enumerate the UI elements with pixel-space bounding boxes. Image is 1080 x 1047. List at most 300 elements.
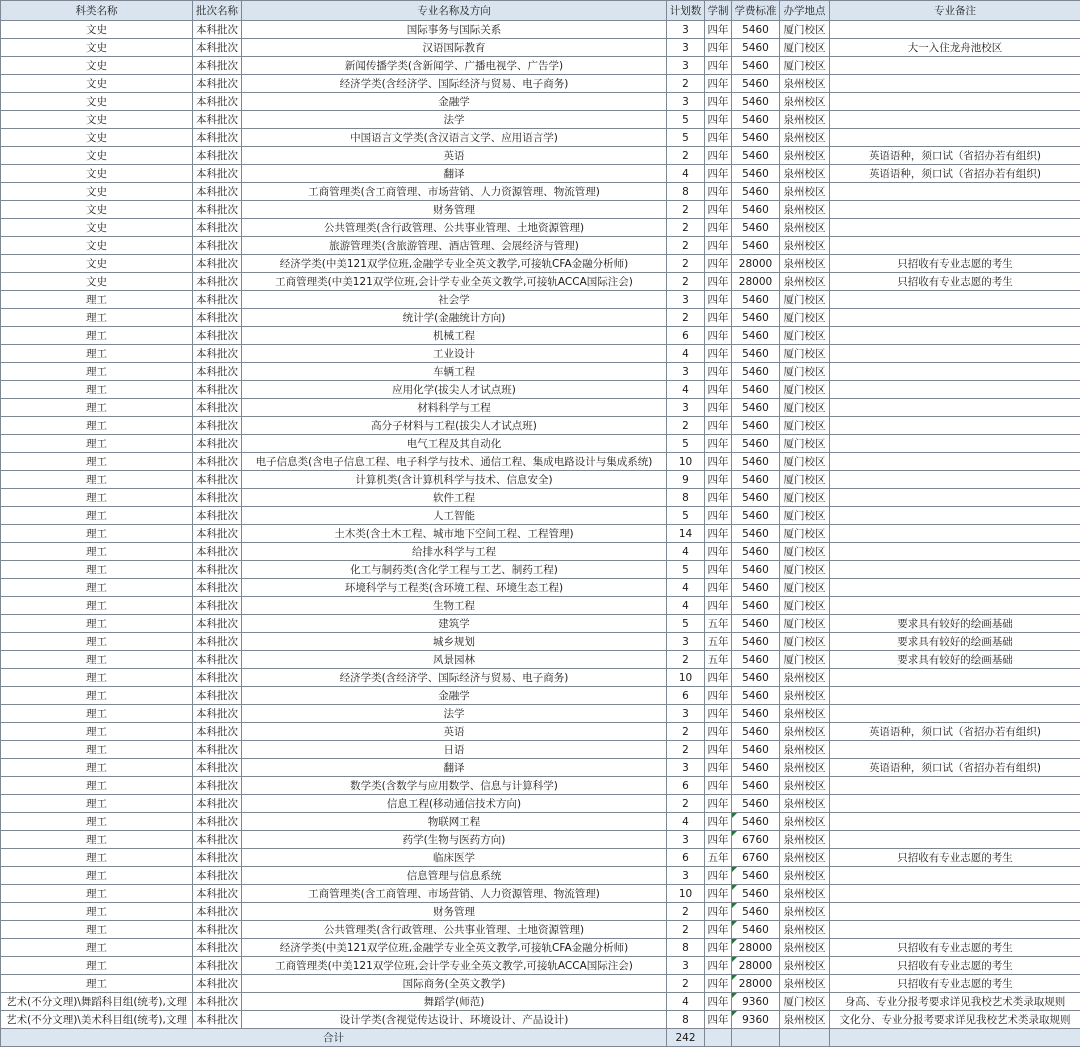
category-cell[interactable]: 理工 (1, 957, 193, 975)
batch-cell[interactable]: 本科批次 (193, 579, 242, 597)
category-cell[interactable]: 理工 (1, 597, 193, 615)
category-cell[interactable]: 理工 (1, 579, 193, 597)
major-cell[interactable]: 给排水科学与工程 (242, 543, 667, 561)
duration-cell[interactable]: 四年 (705, 453, 732, 471)
major-cell[interactable]: 金融学 (242, 687, 667, 705)
plan-count-cell[interactable]: 2 (667, 795, 705, 813)
duration-cell[interactable]: 四年 (705, 273, 732, 291)
category-cell[interactable]: 文史 (1, 39, 193, 57)
duration-cell[interactable]: 四年 (705, 723, 732, 741)
plan-count-cell[interactable]: 8 (667, 183, 705, 201)
plan-count-cell[interactable]: 5 (667, 615, 705, 633)
remarks-cell[interactable] (830, 507, 1080, 525)
campus-cell[interactable]: 泉州校区 (780, 165, 830, 183)
tuition-cell[interactable]: 5460 (732, 615, 780, 633)
category-cell[interactable]: 文史 (1, 273, 193, 291)
batch-cell[interactable]: 本科批次 (193, 381, 242, 399)
tuition-cell[interactable]: 5460 (732, 75, 780, 93)
duration-cell[interactable]: 四年 (705, 993, 732, 1011)
major-cell[interactable]: 工商管理类(含工商管理、市场营销、人力资源管理、物流管理) (242, 885, 667, 903)
category-cell[interactable]: 文史 (1, 183, 193, 201)
major-cell[interactable]: 翻译 (242, 759, 667, 777)
remarks-cell[interactable] (830, 309, 1080, 327)
tuition-cell[interactable]: 9360 (732, 1011, 780, 1029)
duration-cell[interactable]: 四年 (705, 57, 732, 75)
duration-cell[interactable]: 四年 (705, 939, 732, 957)
duration-cell[interactable]: 四年 (705, 201, 732, 219)
campus-cell[interactable]: 厦门校区 (780, 345, 830, 363)
remarks-cell[interactable]: 只招收有专业志愿的考生 (830, 273, 1080, 291)
remarks-cell[interactable] (830, 867, 1080, 885)
plan-count-cell[interactable]: 3 (667, 957, 705, 975)
plan-count-cell[interactable]: 2 (667, 237, 705, 255)
campus-cell[interactable]: 泉州校区 (780, 273, 830, 291)
campus-cell[interactable]: 厦门校区 (780, 309, 830, 327)
plan-count-cell[interactable]: 4 (667, 381, 705, 399)
batch-cell[interactable]: 本科批次 (193, 993, 242, 1011)
tuition-cell[interactable]: 5460 (732, 93, 780, 111)
batch-cell[interactable]: 本科批次 (193, 759, 242, 777)
tuition-cell[interactable]: 28000 (732, 975, 780, 993)
campus-cell[interactable]: 泉州校区 (780, 687, 830, 705)
plan-count-cell[interactable]: 3 (667, 57, 705, 75)
campus-cell[interactable]: 厦门校区 (780, 39, 830, 57)
duration-cell[interactable]: 四年 (705, 831, 732, 849)
tuition-cell[interactable]: 5460 (732, 669, 780, 687)
duration-cell[interactable]: 四年 (705, 147, 732, 165)
category-cell[interactable]: 文史 (1, 93, 193, 111)
plan-count-cell[interactable]: 9 (667, 471, 705, 489)
category-cell[interactable]: 理工 (1, 525, 193, 543)
duration-cell[interactable]: 四年 (705, 291, 732, 309)
duration-cell[interactable]: 四年 (705, 435, 732, 453)
duration-cell[interactable]: 四年 (705, 111, 732, 129)
tuition-cell[interactable]: 5460 (732, 147, 780, 165)
tuition-cell[interactable]: 5460 (732, 579, 780, 597)
plan-count-cell[interactable]: 10 (667, 885, 705, 903)
tuition-cell[interactable]: 5460 (732, 507, 780, 525)
campus-cell[interactable]: 泉州校区 (780, 93, 830, 111)
remarks-cell[interactable] (830, 21, 1080, 39)
category-cell[interactable]: 理工 (1, 849, 193, 867)
category-cell[interactable]: 理工 (1, 831, 193, 849)
tuition-cell[interactable]: 28000 (732, 957, 780, 975)
tuition-cell[interactable]: 5460 (732, 237, 780, 255)
remarks-cell[interactable]: 要求具有较好的绘画基础 (830, 633, 1080, 651)
batch-cell[interactable]: 本科批次 (193, 417, 242, 435)
tuition-cell[interactable]: 5460 (732, 165, 780, 183)
duration-cell[interactable]: 四年 (705, 93, 732, 111)
major-cell[interactable]: 人工智能 (242, 507, 667, 525)
plan-count-cell[interactable]: 4 (667, 597, 705, 615)
duration-cell[interactable]: 四年 (705, 345, 732, 363)
category-cell[interactable]: 理工 (1, 651, 193, 669)
header-duration[interactable]: 学制 (705, 1, 732, 21)
campus-cell[interactable]: 泉州校区 (780, 849, 830, 867)
tuition-cell[interactable]: 9360 (732, 993, 780, 1011)
batch-cell[interactable]: 本科批次 (193, 885, 242, 903)
duration-cell[interactable]: 四年 (705, 543, 732, 561)
category-cell[interactable]: 理工 (1, 309, 193, 327)
batch-cell[interactable]: 本科批次 (193, 777, 242, 795)
batch-cell[interactable]: 本科批次 (193, 165, 242, 183)
category-cell[interactable]: 理工 (1, 399, 193, 417)
campus-cell[interactable]: 泉州校区 (780, 813, 830, 831)
batch-cell[interactable]: 本科批次 (193, 687, 242, 705)
category-cell[interactable]: 理工 (1, 939, 193, 957)
batch-cell[interactable]: 本科批次 (193, 57, 242, 75)
batch-cell[interactable]: 本科批次 (193, 399, 242, 417)
plan-count-cell[interactable]: 2 (667, 147, 705, 165)
remarks-cell[interactable] (830, 399, 1080, 417)
remarks-cell[interactable] (830, 777, 1080, 795)
tuition-cell[interactable]: 5460 (732, 129, 780, 147)
plan-count-cell[interactable]: 14 (667, 525, 705, 543)
plan-count-cell[interactable]: 10 (667, 669, 705, 687)
batch-cell[interactable]: 本科批次 (193, 237, 242, 255)
category-cell[interactable]: 理工 (1, 543, 193, 561)
major-cell[interactable]: 设计学类(含视觉传达设计、环境设计、产品设计) (242, 1011, 667, 1029)
header-category[interactable]: 科类名称 (1, 1, 193, 21)
campus-cell[interactable]: 厦门校区 (780, 543, 830, 561)
remarks-cell[interactable] (830, 435, 1080, 453)
batch-cell[interactable]: 本科批次 (193, 363, 242, 381)
batch-cell[interactable]: 本科批次 (193, 543, 242, 561)
plan-count-cell[interactable]: 5 (667, 435, 705, 453)
total-empty-cell[interactable] (830, 1029, 1080, 1047)
remarks-cell[interactable] (830, 885, 1080, 903)
tuition-cell[interactable]: 5460 (732, 201, 780, 219)
tuition-cell[interactable]: 5460 (732, 651, 780, 669)
duration-cell[interactable]: 四年 (705, 507, 732, 525)
tuition-cell[interactable]: 28000 (732, 273, 780, 291)
category-cell[interactable]: 理工 (1, 741, 193, 759)
duration-cell[interactable]: 四年 (705, 129, 732, 147)
campus-cell[interactable]: 泉州校区 (780, 183, 830, 201)
plan-count-cell[interactable]: 5 (667, 507, 705, 525)
duration-cell[interactable]: 四年 (705, 363, 732, 381)
category-cell[interactable]: 理工 (1, 795, 193, 813)
batch-cell[interactable]: 本科批次 (193, 849, 242, 867)
campus-cell[interactable]: 泉州校区 (780, 759, 830, 777)
plan-count-cell[interactable]: 2 (667, 921, 705, 939)
batch-cell[interactable]: 本科批次 (193, 183, 242, 201)
duration-cell[interactable]: 四年 (705, 705, 732, 723)
remarks-cell[interactable] (830, 219, 1080, 237)
category-cell[interactable]: 理工 (1, 489, 193, 507)
duration-cell[interactable]: 四年 (705, 309, 732, 327)
campus-cell[interactable]: 泉州校区 (780, 741, 830, 759)
remarks-cell[interactable] (830, 291, 1080, 309)
category-cell[interactable]: 理工 (1, 327, 193, 345)
category-cell[interactable]: 理工 (1, 345, 193, 363)
remarks-cell[interactable]: 只招收有专业志愿的考生 (830, 957, 1080, 975)
plan-count-cell[interactable]: 3 (667, 399, 705, 417)
category-cell[interactable]: 文史 (1, 21, 193, 39)
batch-cell[interactable]: 本科批次 (193, 39, 242, 57)
remarks-cell[interactable] (830, 579, 1080, 597)
campus-cell[interactable]: 泉州校区 (780, 201, 830, 219)
tuition-cell[interactable]: 5460 (732, 723, 780, 741)
batch-cell[interactable]: 本科批次 (193, 957, 242, 975)
plan-count-cell[interactable]: 6 (667, 687, 705, 705)
major-cell[interactable]: 工商管理类(中美121双学位班,会计学专业全英文教学,可接轨ACCA国际注会) (242, 273, 667, 291)
category-cell[interactable]: 文史 (1, 111, 193, 129)
remarks-cell[interactable]: 要求具有较好的绘画基础 (830, 651, 1080, 669)
campus-cell[interactable]: 厦门校区 (780, 21, 830, 39)
campus-cell[interactable]: 厦门校区 (780, 327, 830, 345)
header-major[interactable]: 专业名称及方向 (242, 1, 667, 21)
campus-cell[interactable]: 泉州校区 (780, 129, 830, 147)
campus-cell[interactable]: 厦门校区 (780, 561, 830, 579)
batch-cell[interactable]: 本科批次 (193, 21, 242, 39)
category-cell[interactable]: 理工 (1, 669, 193, 687)
major-cell[interactable]: 土木类(含土木工程、城市地下空间工程、工程管理) (242, 525, 667, 543)
major-cell[interactable]: 翻译 (242, 165, 667, 183)
batch-cell[interactable]: 本科批次 (193, 669, 242, 687)
duration-cell[interactable]: 四年 (705, 777, 732, 795)
major-cell[interactable]: 计算机类(含计算机科学与技术、信息安全) (242, 471, 667, 489)
major-cell[interactable]: 公共管理类(含行政管理、公共事业管理、土地资源管理) (242, 219, 667, 237)
tuition-cell[interactable]: 5460 (732, 705, 780, 723)
batch-cell[interactable]: 本科批次 (193, 255, 242, 273)
duration-cell[interactable]: 四年 (705, 75, 732, 93)
remarks-cell[interactable] (830, 795, 1080, 813)
header-tuition[interactable]: 学费标准 (732, 1, 780, 21)
duration-cell[interactable]: 四年 (705, 237, 732, 255)
campus-cell[interactable]: 泉州校区 (780, 705, 830, 723)
category-cell[interactable]: 文史 (1, 255, 193, 273)
remarks-cell[interactable]: 只招收有专业志愿的考生 (830, 975, 1080, 993)
plan-count-cell[interactable]: 2 (667, 201, 705, 219)
category-cell[interactable]: 理工 (1, 363, 193, 381)
major-cell[interactable]: 信息工程(移动通信技术方向) (242, 795, 667, 813)
duration-cell[interactable]: 四年 (705, 327, 732, 345)
duration-cell[interactable]: 四年 (705, 813, 732, 831)
major-cell[interactable]: 信息管理与信息系统 (242, 867, 667, 885)
plan-count-cell[interactable]: 8 (667, 489, 705, 507)
tuition-cell[interactable]: 6760 (732, 849, 780, 867)
campus-cell[interactable]: 泉州校区 (780, 795, 830, 813)
major-cell[interactable]: 电子信息类(含电子信息工程、电子科学与技术、通信工程、集成电路设计与集成系统) (242, 453, 667, 471)
plan-count-cell[interactable]: 2 (667, 75, 705, 93)
remarks-cell[interactable] (830, 561, 1080, 579)
major-cell[interactable]: 新闻传播学类(含新闻学、广播电视学、广告学) (242, 57, 667, 75)
remarks-cell[interactable] (830, 363, 1080, 381)
batch-cell[interactable]: 本科批次 (193, 867, 242, 885)
campus-cell[interactable]: 厦门校区 (780, 399, 830, 417)
major-cell[interactable]: 临床医学 (242, 849, 667, 867)
batch-cell[interactable]: 本科批次 (193, 975, 242, 993)
category-cell[interactable]: 理工 (1, 705, 193, 723)
campus-cell[interactable]: 厦门校区 (780, 57, 830, 75)
category-cell[interactable]: 理工 (1, 417, 193, 435)
remarks-cell[interactable]: 大一入住龙舟池校区 (830, 39, 1080, 57)
remarks-cell[interactable] (830, 129, 1080, 147)
category-cell[interactable]: 理工 (1, 471, 193, 489)
plan-count-cell[interactable]: 4 (667, 345, 705, 363)
batch-cell[interactable]: 本科批次 (193, 615, 242, 633)
duration-cell[interactable]: 四年 (705, 579, 732, 597)
remarks-cell[interactable] (830, 93, 1080, 111)
campus-cell[interactable]: 泉州校区 (780, 957, 830, 975)
tuition-cell[interactable]: 28000 (732, 255, 780, 273)
plan-count-cell[interactable]: 3 (667, 633, 705, 651)
remarks-cell[interactable] (830, 237, 1080, 255)
tuition-cell[interactable]: 5460 (732, 741, 780, 759)
tuition-cell[interactable]: 5460 (732, 561, 780, 579)
duration-cell[interactable]: 四年 (705, 957, 732, 975)
campus-cell[interactable]: 厦门校区 (780, 363, 830, 381)
plan-count-cell[interactable]: 3 (667, 705, 705, 723)
batch-cell[interactable]: 本科批次 (193, 471, 242, 489)
major-cell[interactable]: 公共管理类(含行政管理、公共事业管理、土地资源管理) (242, 921, 667, 939)
campus-cell[interactable]: 厦门校区 (780, 291, 830, 309)
campus-cell[interactable]: 厦门校区 (780, 651, 830, 669)
major-cell[interactable]: 国际事务与国际关系 (242, 21, 667, 39)
batch-cell[interactable]: 本科批次 (193, 147, 242, 165)
remarks-cell[interactable]: 要求具有较好的绘画基础 (830, 615, 1080, 633)
plan-count-cell[interactable]: 2 (667, 255, 705, 273)
plan-count-cell[interactable]: 3 (667, 93, 705, 111)
campus-cell[interactable]: 厦门校区 (780, 525, 830, 543)
major-cell[interactable]: 工商管理类(含工商管理、市场营销、人力资源管理、物流管理) (242, 183, 667, 201)
plan-count-cell[interactable]: 3 (667, 867, 705, 885)
major-cell[interactable]: 日语 (242, 741, 667, 759)
header-remarks[interactable]: 专业备注 (830, 1, 1080, 21)
campus-cell[interactable]: 泉州校区 (780, 237, 830, 255)
duration-cell[interactable]: 四年 (705, 741, 732, 759)
remarks-cell[interactable] (830, 183, 1080, 201)
tuition-cell[interactable]: 5460 (732, 921, 780, 939)
major-cell[interactable]: 风景园林 (242, 651, 667, 669)
tuition-cell[interactable]: 5460 (732, 111, 780, 129)
batch-cell[interactable]: 本科批次 (193, 489, 242, 507)
batch-cell[interactable]: 本科批次 (193, 453, 242, 471)
remarks-cell[interactable] (830, 381, 1080, 399)
major-cell[interactable]: 经济学类(中美121双学位班,金融学专业全英文教学,可接轨CFA金融分析师) (242, 939, 667, 957)
batch-cell[interactable]: 本科批次 (193, 813, 242, 831)
campus-cell[interactable]: 厦门校区 (780, 435, 830, 453)
tuition-cell[interactable]: 5460 (732, 291, 780, 309)
remarks-cell[interactable] (830, 831, 1080, 849)
tuition-cell[interactable]: 5460 (732, 345, 780, 363)
remarks-cell[interactable] (830, 345, 1080, 363)
campus-cell[interactable]: 泉州校区 (780, 723, 830, 741)
major-cell[interactable]: 经济学类(中美121双学位班,金融学专业全英文教学,可接轨CFA金融分析师) (242, 255, 667, 273)
batch-cell[interactable]: 本科批次 (193, 633, 242, 651)
remarks-cell[interactable] (830, 417, 1080, 435)
campus-cell[interactable]: 厦门校区 (780, 615, 830, 633)
category-cell[interactable]: 文史 (1, 165, 193, 183)
remarks-cell[interactable] (830, 687, 1080, 705)
plan-count-cell[interactable]: 6 (667, 327, 705, 345)
header-plan-count[interactable]: 计划数 (667, 1, 705, 21)
tuition-cell[interactable]: 5460 (732, 219, 780, 237)
batch-cell[interactable]: 本科批次 (193, 651, 242, 669)
total-empty-cell[interactable] (705, 1029, 732, 1047)
plan-count-cell[interactable]: 2 (667, 975, 705, 993)
batch-cell[interactable]: 本科批次 (193, 129, 242, 147)
category-cell[interactable]: 理工 (1, 687, 193, 705)
remarks-cell[interactable] (830, 543, 1080, 561)
category-cell[interactable]: 理工 (1, 759, 193, 777)
duration-cell[interactable]: 四年 (705, 867, 732, 885)
tuition-cell[interactable]: 5460 (732, 543, 780, 561)
tuition-cell[interactable]: 5460 (732, 453, 780, 471)
duration-cell[interactable]: 四年 (705, 381, 732, 399)
plan-count-cell[interactable]: 2 (667, 273, 705, 291)
duration-cell[interactable]: 四年 (705, 399, 732, 417)
duration-cell[interactable]: 四年 (705, 255, 732, 273)
remarks-cell[interactable] (830, 813, 1080, 831)
campus-cell[interactable]: 厦门校区 (780, 381, 830, 399)
major-cell[interactable]: 材料科学与工程 (242, 399, 667, 417)
category-cell[interactable]: 文史 (1, 147, 193, 165)
remarks-cell[interactable] (830, 75, 1080, 93)
tuition-cell[interactable]: 5460 (732, 777, 780, 795)
tuition-cell[interactable]: 5460 (732, 183, 780, 201)
plan-count-cell[interactable]: 3 (667, 831, 705, 849)
tuition-cell[interactable]: 5460 (732, 57, 780, 75)
batch-cell[interactable]: 本科批次 (193, 75, 242, 93)
tuition-cell[interactable]: 5460 (732, 363, 780, 381)
remarks-cell[interactable] (830, 471, 1080, 489)
batch-cell[interactable]: 本科批次 (193, 597, 242, 615)
major-cell[interactable]: 环境科学与工程类(含环境工程、环境生态工程) (242, 579, 667, 597)
campus-cell[interactable]: 泉州校区 (780, 975, 830, 993)
duration-cell[interactable]: 五年 (705, 633, 732, 651)
batch-cell[interactable]: 本科批次 (193, 507, 242, 525)
duration-cell[interactable]: 五年 (705, 849, 732, 867)
plan-count-cell[interactable]: 8 (667, 1011, 705, 1029)
duration-cell[interactable]: 四年 (705, 219, 732, 237)
duration-cell[interactable]: 四年 (705, 687, 732, 705)
remarks-cell[interactable]: 英语语种，须口试（省招办若有组织) (830, 147, 1080, 165)
category-cell[interactable]: 理工 (1, 867, 193, 885)
category-cell[interactable]: 理工 (1, 435, 193, 453)
major-cell[interactable]: 物联网工程 (242, 813, 667, 831)
campus-cell[interactable]: 厦门校区 (780, 579, 830, 597)
plan-count-cell[interactable]: 5 (667, 111, 705, 129)
batch-cell[interactable]: 本科批次 (193, 93, 242, 111)
plan-count-cell[interactable]: 3 (667, 39, 705, 57)
duration-cell[interactable]: 四年 (705, 1011, 732, 1029)
major-cell[interactable]: 金融学 (242, 93, 667, 111)
batch-cell[interactable]: 本科批次 (193, 327, 242, 345)
major-cell[interactable]: 经济学类(含经济学、国际经济与贸易、电子商务) (242, 669, 667, 687)
major-cell[interactable]: 工业设计 (242, 345, 667, 363)
campus-cell[interactable]: 泉州校区 (780, 255, 830, 273)
campus-cell[interactable]: 厦门校区 (780, 597, 830, 615)
major-cell[interactable]: 软件工程 (242, 489, 667, 507)
major-cell[interactable]: 法学 (242, 111, 667, 129)
plan-count-cell[interactable]: 4 (667, 813, 705, 831)
plan-count-cell[interactable]: 6 (667, 849, 705, 867)
plan-count-cell[interactable]: 3 (667, 21, 705, 39)
campus-cell[interactable]: 泉州校区 (780, 147, 830, 165)
category-cell[interactable]: 文史 (1, 237, 193, 255)
plan-count-cell[interactable]: 3 (667, 291, 705, 309)
major-cell[interactable]: 英语 (242, 147, 667, 165)
duration-cell[interactable]: 四年 (705, 21, 732, 39)
major-cell[interactable]: 经济学类(含经济学、国际经济与贸易、电子商务) (242, 75, 667, 93)
tuition-cell[interactable]: 6760 (732, 831, 780, 849)
duration-cell[interactable]: 四年 (705, 471, 732, 489)
major-cell[interactable]: 汉语国际教育 (242, 39, 667, 57)
tuition-cell[interactable]: 5460 (732, 687, 780, 705)
campus-cell[interactable]: 泉州校区 (780, 219, 830, 237)
